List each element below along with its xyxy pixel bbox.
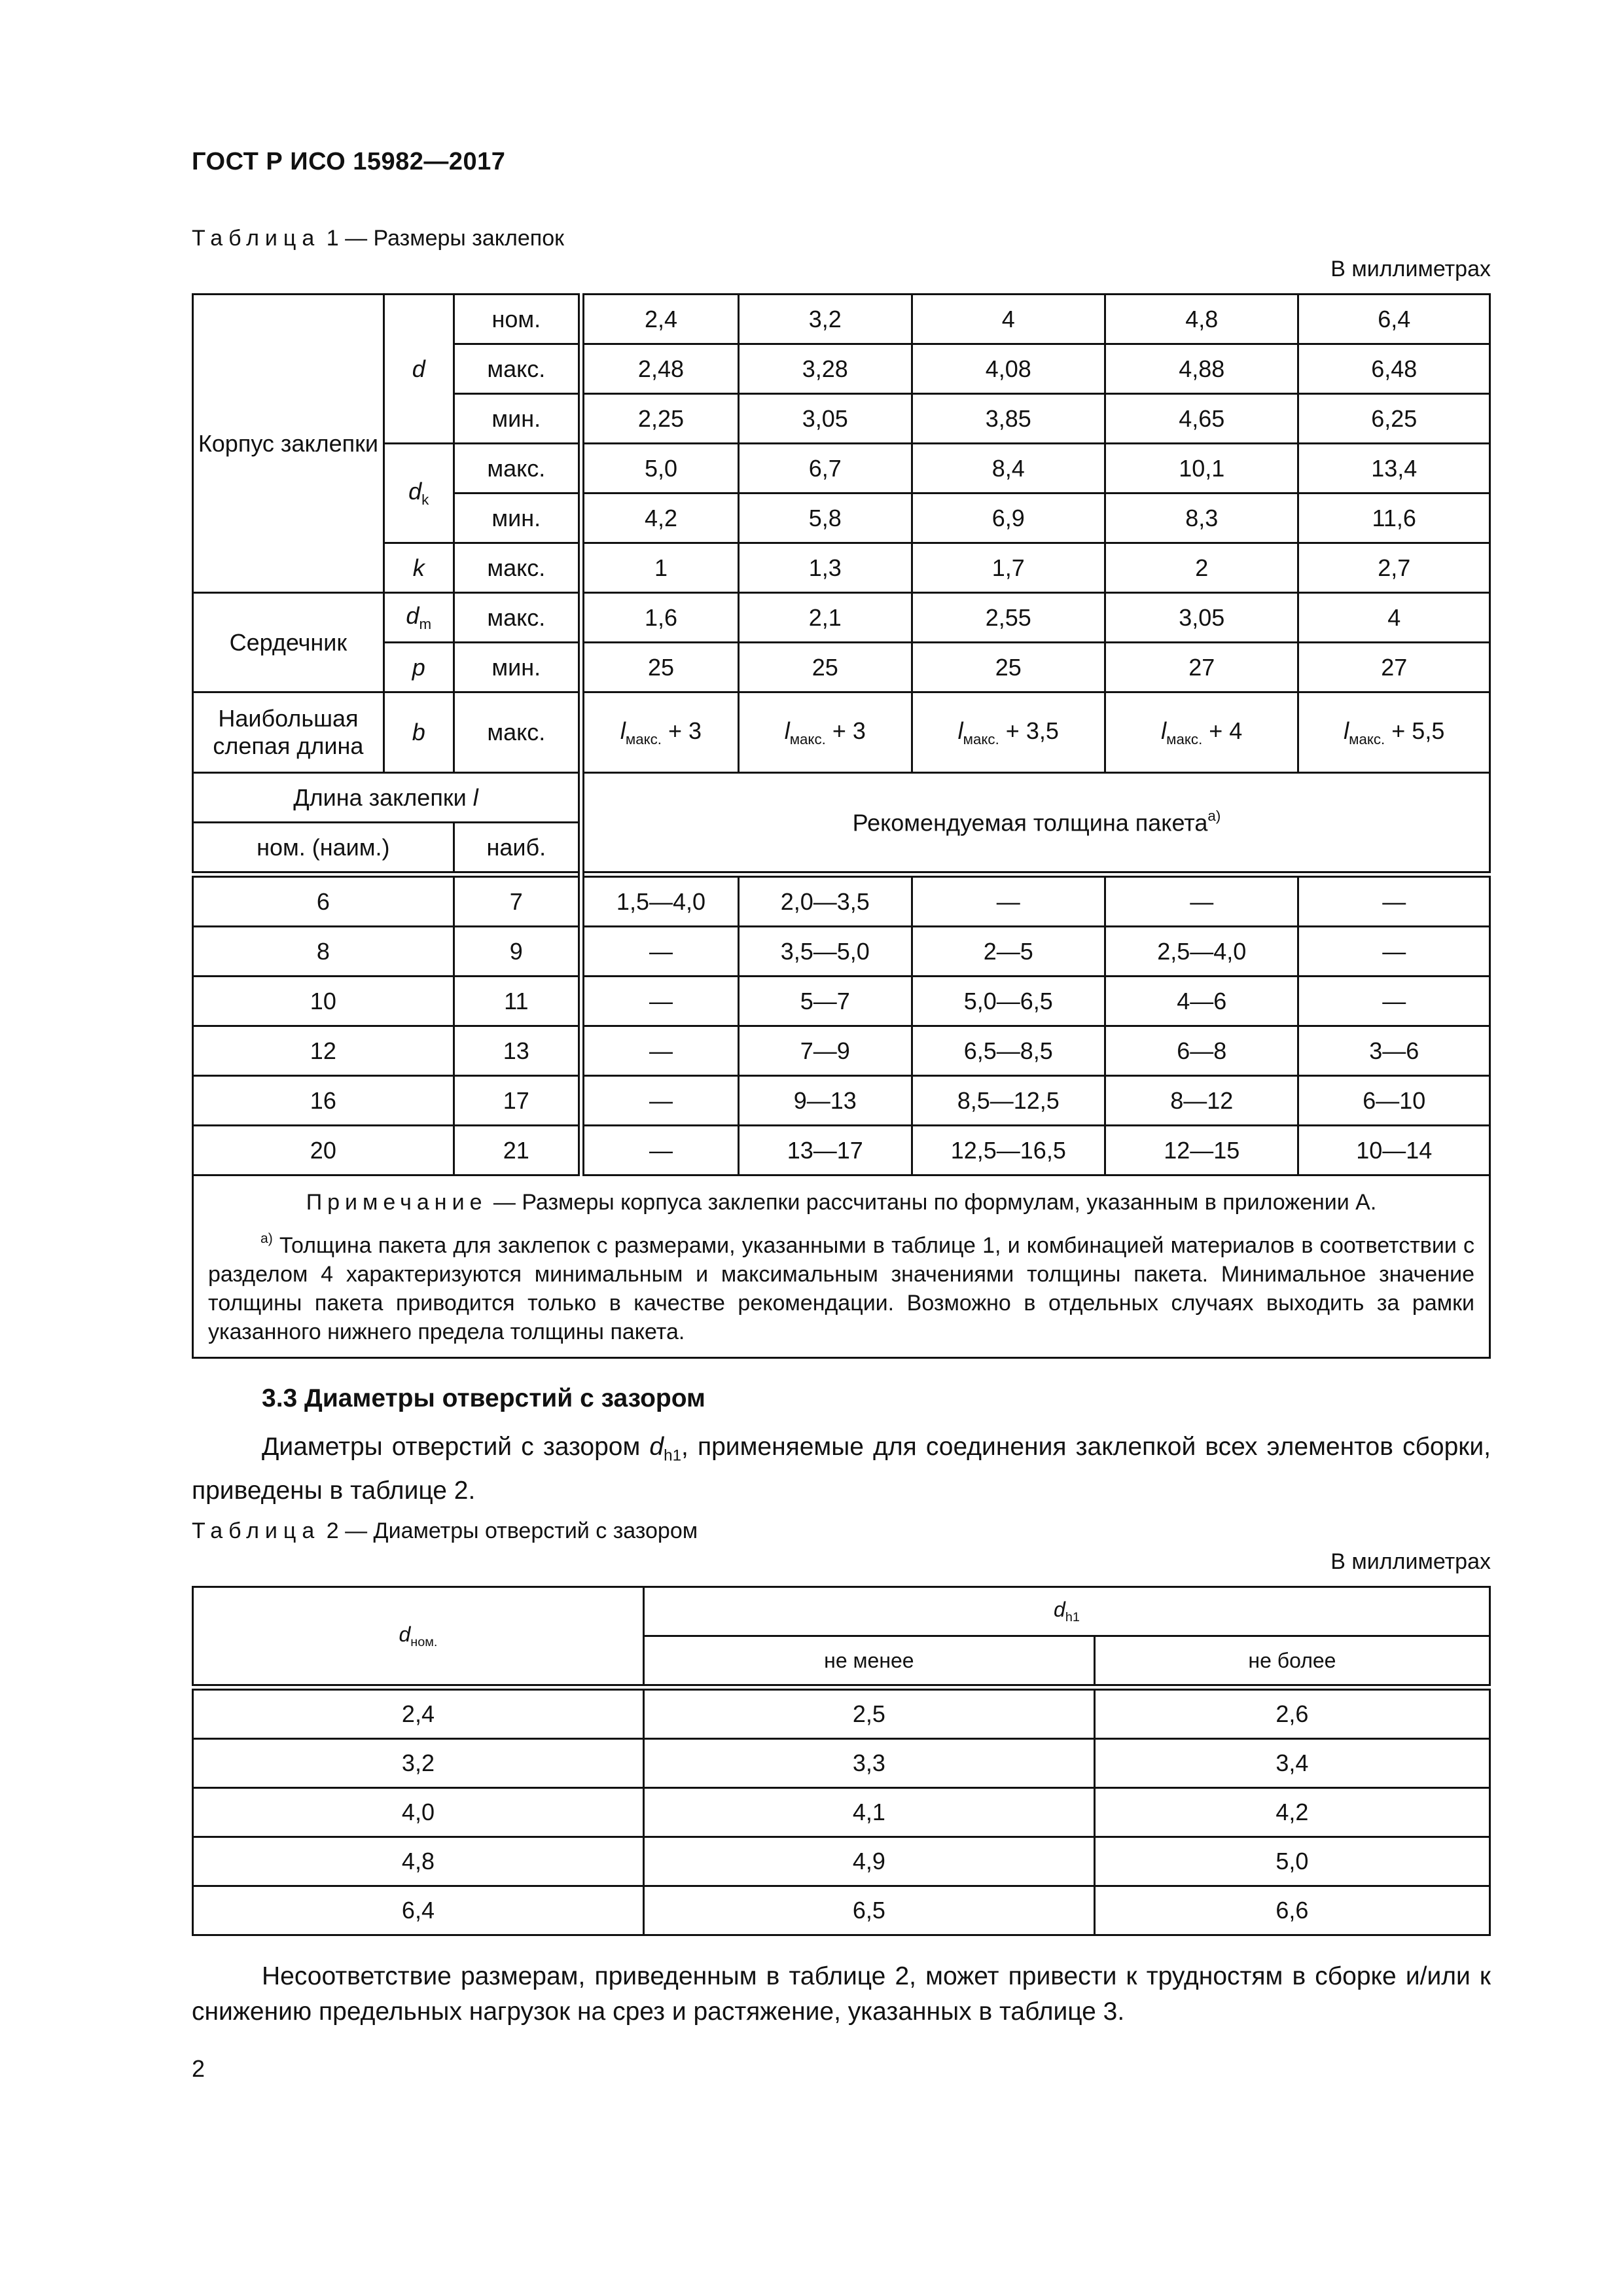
table-cell: 5—7 — [739, 977, 912, 1026]
table-cell: 6,5 — [643, 1886, 1094, 1935]
symbol-p-text: p — [412, 653, 425, 681]
label-min: мин. — [454, 394, 581, 444]
table-row — [193, 692, 1490, 773]
symbol-dm-text: d — [406, 602, 419, 630]
table-cell: 3,3 — [643, 1739, 1094, 1788]
table-cell: 6,6 — [1094, 1886, 1489, 1935]
table-cell: 3,28 — [739, 344, 912, 394]
table-cell: 2,55 — [912, 593, 1105, 643]
dnom-subscript: ном. — [410, 1634, 438, 1649]
section-paragraph — [192, 1429, 1491, 1509]
table-cell — [1298, 692, 1490, 773]
table2-caption-prefix: Таблица — [192, 1518, 321, 1543]
recommended-thickness-header — [581, 773, 1490, 875]
table-row — [193, 773, 1490, 823]
table-cell: 7 — [454, 874, 581, 927]
paragraph-text: , применяемые для соединения заклепкой всех элементов сборки, приведены в таблице 2. — [192, 1433, 1491, 1505]
recommended-label: Рекомендуемая толщина пакета — [852, 809, 1208, 836]
table-cell: 2,25 — [581, 394, 739, 444]
footnote-mark: а) — [260, 1231, 273, 1246]
table-cell: 5,8 — [739, 493, 912, 543]
table-cell: — — [1298, 874, 1490, 927]
col-max-header: не более — [1094, 1636, 1489, 1688]
table-cell: 3,4 — [1094, 1739, 1489, 1788]
label-max: макс. — [454, 543, 581, 593]
table-cell: 12,5—16,5 — [912, 1126, 1105, 1175]
table-cell: — — [581, 1076, 739, 1126]
table-cell: 6,7 — [739, 444, 912, 493]
symbol-dk-sub: k — [421, 491, 429, 508]
table-cell: 1,6 — [581, 593, 739, 643]
table-row — [193, 1687, 1490, 1739]
l-subscript: макс. — [625, 730, 662, 747]
symbol-d-text: d — [412, 355, 425, 382]
col-dnom-header — [193, 1587, 644, 1688]
table-cell: 12 — [193, 1026, 454, 1076]
table-cell: 11,6 — [1298, 493, 1490, 543]
footnote — [208, 1225, 1474, 1346]
table-cell: 2—5 — [912, 927, 1105, 977]
table-cell: 16 — [193, 1076, 454, 1126]
table2-caption — [192, 1518, 698, 1544]
table-row — [193, 1587, 1490, 1636]
table-cell: — — [581, 977, 739, 1026]
table-note — [193, 1175, 1490, 1358]
table-cell: — — [581, 927, 739, 977]
table-cell: 4,65 — [1105, 394, 1298, 444]
table-cell: 2 — [1105, 543, 1298, 593]
table-cell: 27 — [1298, 643, 1490, 692]
table-cell: 9 — [454, 927, 581, 977]
table-cell: 11 — [454, 977, 581, 1026]
table-cell: 4,1 — [643, 1788, 1094, 1837]
table-cell: 4—6 — [1105, 977, 1298, 1026]
table-cell: 4 — [1298, 593, 1490, 643]
table-cell: 4 — [912, 295, 1105, 344]
label-min: мин. — [454, 643, 581, 692]
table-cell: 3,2 — [193, 1739, 644, 1788]
table-cell: 2,1 — [739, 593, 912, 643]
table-cell: 5,0 — [1094, 1837, 1489, 1886]
table1-caption-title: 1 — Размеры заклепок — [320, 226, 565, 251]
l-addend: + 5,5 — [1385, 717, 1445, 744]
table-cell: 2,4 — [193, 1687, 644, 1739]
table-cell: 7—9 — [739, 1026, 912, 1076]
l-addend: + 3 — [662, 717, 702, 744]
table-row — [193, 927, 1490, 977]
table1-caption-prefix: Таблица — [192, 226, 321, 251]
table-cell: 13 — [454, 1026, 581, 1076]
dh1-subscript: h1 — [1065, 1609, 1080, 1624]
table-cell: 2,0—3,5 — [739, 874, 912, 927]
note-text: — Размеры корпуса заклепки рассчитаны по формулам, указанным в приложении А. — [487, 1190, 1377, 1215]
section-heading: 3.3 Диаметры отверстий с зазором — [262, 1384, 705, 1412]
l-addend: + 3,5 — [999, 717, 1059, 744]
table-cell: 25 — [912, 643, 1105, 692]
symbol-dk-text: d — [408, 478, 422, 505]
symbol-p — [383, 643, 454, 692]
table-cell: 1,5—4,0 — [581, 874, 739, 927]
l-addend: + 4 — [1202, 717, 1243, 744]
table-row — [193, 1076, 1490, 1126]
group-body: Корпус заклепки — [193, 295, 384, 593]
table-row — [193, 1026, 1490, 1076]
l-subscript: макс. — [1166, 730, 1203, 747]
table-cell: 3,5—5,0 — [739, 927, 912, 977]
table-cell: — — [581, 1026, 739, 1076]
table-cell: 27 — [1105, 643, 1298, 692]
table-row — [193, 1788, 1490, 1837]
table-cell: 13—17 — [739, 1126, 912, 1175]
dh1-symbol: d — [1054, 1598, 1065, 1622]
clearance-holes-table — [192, 1586, 1491, 1936]
table-row — [193, 977, 1490, 1026]
table-cell: 8 — [193, 927, 454, 977]
table-cell: 6,9 — [912, 493, 1105, 543]
table-cell: 2,5 — [643, 1687, 1094, 1739]
table-cell: 1,7 — [912, 543, 1105, 593]
l-symbol: l — [620, 717, 626, 744]
dh1-subscript: h1 — [664, 1446, 682, 1465]
col-nom-naim: ном. (наим.) — [193, 823, 454, 875]
table-cell: 20 — [193, 1126, 454, 1175]
l-symbol: l — [1161, 717, 1167, 744]
table-cell: 1,3 — [739, 543, 912, 593]
closing-paragraph: Несоответствие размерам, приведенным в таблице 2, может привести к трудностям в сборке и/или к снижению предельных нагрузок на срез и растяжение, указанных в таблице 3. — [192, 1962, 1491, 2026]
table-cell: 8,5—12,5 — [912, 1076, 1105, 1126]
table-cell: 6,48 — [1298, 344, 1490, 394]
table1-units: В миллиметрах — [1330, 257, 1491, 281]
table-cell: — — [1298, 927, 1490, 977]
table-cell: 4,2 — [1094, 1788, 1489, 1837]
col-dh1-header — [643, 1587, 1489, 1636]
table-cell: 10—14 — [1298, 1126, 1490, 1175]
document-header: ГОСТ Р ИСО 15982—2017 — [192, 148, 506, 175]
page-number: 2 — [192, 2055, 205, 2082]
length-symbol: l — [473, 783, 478, 811]
table-cell: 10 — [193, 977, 454, 1026]
symbol-b-text: b — [412, 719, 425, 745]
table-cell — [739, 692, 912, 773]
table-row — [193, 295, 1490, 344]
symbol-k — [383, 543, 454, 593]
table-cell: — — [581, 1126, 739, 1175]
table-cell: 6,5—8,5 — [912, 1026, 1105, 1076]
table-cell: 10,1 — [1105, 444, 1298, 493]
l-subscript: макс. — [789, 730, 826, 747]
label-max: макс. — [454, 692, 581, 773]
table-cell: 4,8 — [1105, 295, 1298, 344]
table-row — [193, 1126, 1490, 1175]
table-cell: 4,8 — [193, 1837, 644, 1886]
dh1-symbol: d — [649, 1433, 664, 1461]
table-cell: 2,7 — [1298, 543, 1490, 593]
table-cell: 25 — [739, 643, 912, 692]
table-cell: 4,0 — [193, 1788, 644, 1837]
length-label: Длина заклепки — [293, 783, 473, 811]
table-cell: 6—8 — [1105, 1026, 1298, 1076]
table-cell: 3,85 — [912, 394, 1105, 444]
col-naib: наиб. — [454, 823, 581, 875]
table-cell: 1 — [581, 543, 739, 593]
table-row — [193, 1739, 1490, 1788]
table-cell: 6 — [193, 874, 454, 927]
table-row — [193, 1837, 1490, 1886]
length-header — [193, 773, 581, 823]
table-cell: 13,4 — [1298, 444, 1490, 493]
table-cell: 12—15 — [1105, 1126, 1298, 1175]
symbol-d — [383, 295, 454, 444]
table-row — [193, 643, 1490, 692]
col-min-header: не менее — [643, 1636, 1094, 1688]
table-cell: 4,88 — [1105, 344, 1298, 394]
footnote-ref: а) — [1207, 808, 1221, 825]
table-row — [193, 874, 1490, 927]
table-row — [193, 1175, 1490, 1358]
l-symbol: l — [1344, 717, 1349, 744]
table-cell: 2,4 — [581, 295, 739, 344]
table1-caption — [192, 226, 564, 251]
l-addend: + 3 — [825, 717, 866, 744]
table-cell: 6,25 — [1298, 394, 1490, 444]
symbol-dm-sub: m — [419, 615, 432, 632]
table-cell: 17 — [454, 1076, 581, 1126]
dnom-symbol: d — [399, 1622, 411, 1646]
table-row — [193, 593, 1490, 643]
rivet-dimensions-table — [192, 293, 1491, 1359]
table-row — [193, 444, 1490, 493]
table-row — [193, 543, 1490, 593]
symbol-k-text: k — [412, 554, 425, 581]
table2-caption-title: 2 — Диаметры отверстий с зазором — [320, 1518, 698, 1543]
paragraph-text: Диаметры отверстий с зазором — [262, 1433, 650, 1461]
table2-units: В миллиметрах — [1330, 1549, 1491, 1574]
table-cell: 3—6 — [1298, 1026, 1490, 1076]
table-cell: 3,2 — [739, 295, 912, 344]
group-core: Сердечник — [193, 593, 384, 692]
table-cell — [912, 692, 1105, 773]
l-subscript: макс. — [963, 730, 999, 747]
label-max: макс. — [454, 444, 581, 493]
table-cell: 6—10 — [1298, 1076, 1490, 1126]
table-cell: 5,0—6,5 — [912, 977, 1105, 1026]
table-cell: — — [912, 874, 1105, 927]
group-blind-length: Наибольшая слепая длина — [193, 692, 384, 773]
table-cell: 9—13 — [739, 1076, 912, 1126]
label-nom: ном. — [454, 295, 581, 344]
label-max: макс. — [454, 344, 581, 394]
table-cell: 4,08 — [912, 344, 1105, 394]
label-min: мин. — [454, 493, 581, 543]
table-cell: — — [1298, 977, 1490, 1026]
table-cell: 8,4 — [912, 444, 1105, 493]
l-symbol: l — [957, 717, 963, 744]
table-cell: 4,2 — [581, 493, 739, 543]
table-cell: 3,05 — [1105, 593, 1298, 643]
table-cell: 6,4 — [1298, 295, 1490, 344]
table-cell: 25 — [581, 643, 739, 692]
symbol-b — [383, 692, 454, 773]
note-label: Примечание — [306, 1190, 488, 1215]
table-cell: 2,6 — [1094, 1687, 1489, 1739]
table-cell: 3,05 — [739, 394, 912, 444]
symbol-dm — [383, 593, 454, 643]
table-cell: 6,4 — [193, 1886, 644, 1935]
label-max: макс. — [454, 593, 581, 643]
table-cell — [1105, 692, 1298, 773]
symbol-dk — [383, 444, 454, 543]
table-cell: — — [1105, 874, 1298, 927]
footnote-text: Толщина пакета для заклепок с размерами, указанными в таблице 1, и комбинацией материалов в соответствии с разделом 4 характеризуются минимальным и максимальным значениями толщины пакета. Минимальное значение толщины пакета приводится только в качестве рекомендации. Возможно в отдельных случаях выходить за рамки указанного нижнего предела толщины пакета. — [208, 1232, 1474, 1344]
table-cell: 21 — [454, 1126, 581, 1175]
l-symbol: l — [784, 717, 790, 744]
table-cell: 8,3 — [1105, 493, 1298, 543]
table-cell: 2,48 — [581, 344, 739, 394]
table-cell: 8—12 — [1105, 1076, 1298, 1126]
table-row — [193, 1886, 1490, 1935]
table-cell: 5,0 — [581, 444, 739, 493]
note-line — [208, 1188, 1474, 1217]
table-cell: 4,9 — [643, 1837, 1094, 1886]
table-cell — [581, 692, 739, 773]
l-subscript: макс. — [1349, 730, 1385, 747]
table-cell: 2,5—4,0 — [1105, 927, 1298, 977]
